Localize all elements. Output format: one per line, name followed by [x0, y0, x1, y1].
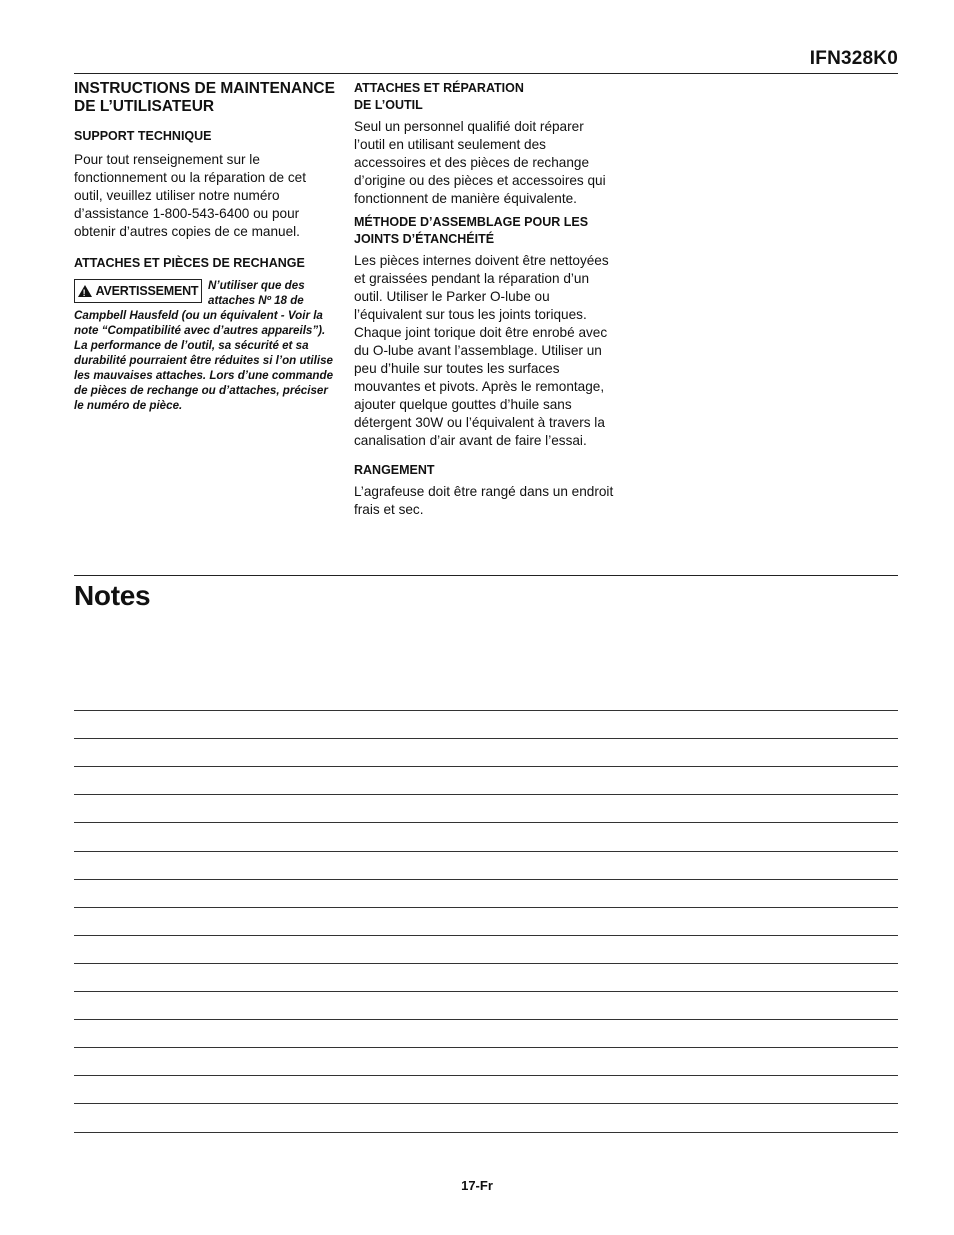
- model-number: IFN328K0: [809, 48, 898, 69]
- left-column: [74, 80, 336, 413]
- note-line: [74, 738, 898, 739]
- section-title: INSTRUCTIONS DE MAINTENANCE DE L’UTILISATEUR: [74, 80, 335, 115]
- page-number: 17-Fr: [461, 1178, 493, 1193]
- fasteners-heading: ATTACHES ET PIÈCES DE RECHANGE: [74, 256, 305, 270]
- note-line: [74, 879, 898, 880]
- repair-text: Seul un personnel qualifié doit réparer l’outil en utilisant seulement des accessoires et des pièces de rechange d’origine ou des pièces et accessoires qui fonctionnent de manière équivalente.: [354, 119, 606, 206]
- note-line: [74, 935, 898, 936]
- warning-badge: [74, 279, 202, 303]
- support-text: Pour tout renseignement sur le fonctionnement ou la réparation de cet outil, veuillez utiliser notre numéro d’assistance 1-800-543-6400 ou pour obtenir d’autres copies de ce manuel.: [74, 152, 307, 239]
- right-column: [354, 80, 618, 529]
- warning-text: N’utiliser que des attaches Nº 18 de Campbell Hausfeld (ou un équivalent - Voir la note “Compatibilité avec d’autres appareils”). La performance de l’outil, sa sécurité et sa durabilité pourraient être réduites si l’on utilise les mauvaises attaches. Lors d’une commande de pièces de rechange ou d’attaches, préciser le numéro de pièce.: [74, 279, 334, 412]
- seal-heading: MÉTHODE D’ASSEMBLAGE POUR LES JOINTS D’ÉTANCHÉITÉ: [354, 215, 589, 246]
- note-line: [74, 1019, 898, 1020]
- repair-heading-line-1: ATTACHES ET RÉPARATION: [354, 81, 524, 95]
- note-line: [74, 1103, 898, 1104]
- warning-block: [74, 278, 336, 413]
- seal-text: Les pièces internes doivent être nettoyées et graissées pendant la réparation d’un outil. Utiliser le Parker O-lube ou l’équivalent sur tous les joints toriques. Chaque joint torique doit être enrobé avec du O-lube avant l’assemblage. Utiliser un peu d’huile sur toutes les surfaces mouvantes et pivots. Après le remontage, ajouter quelque gouttes d’huile sans détergent 30W ou l’équivalent à travers la canalisation d’air avant de faire l’essai.: [354, 253, 609, 448]
- warning-triangle-icon: [78, 285, 92, 297]
- note-line: [74, 1075, 898, 1076]
- note-line: [74, 907, 898, 908]
- note-line: [74, 991, 898, 992]
- note-line: [74, 851, 898, 852]
- note-line: [74, 963, 898, 964]
- note-line: [74, 710, 898, 711]
- support-heading: SUPPORT TECHNIQUE: [74, 129, 212, 143]
- storage-heading: RANGEMENT: [354, 463, 435, 477]
- note-line: [74, 822, 898, 823]
- notes-divider: [74, 575, 898, 576]
- header-divider: [74, 73, 898, 74]
- note-line: [74, 794, 898, 795]
- warning-label: AVERTISSEMENT: [95, 283, 199, 298]
- repair-heading-line-2: DE L’OUTIL: [354, 98, 423, 112]
- note-line: [74, 766, 898, 767]
- notes-title: Notes: [74, 580, 151, 611]
- note-line: [74, 1132, 898, 1133]
- note-line: [74, 1047, 898, 1048]
- storage-text: L’agrafeuse doit être rangé dans un endroit frais et sec.: [354, 484, 614, 517]
- repair-heading: [354, 80, 618, 114]
